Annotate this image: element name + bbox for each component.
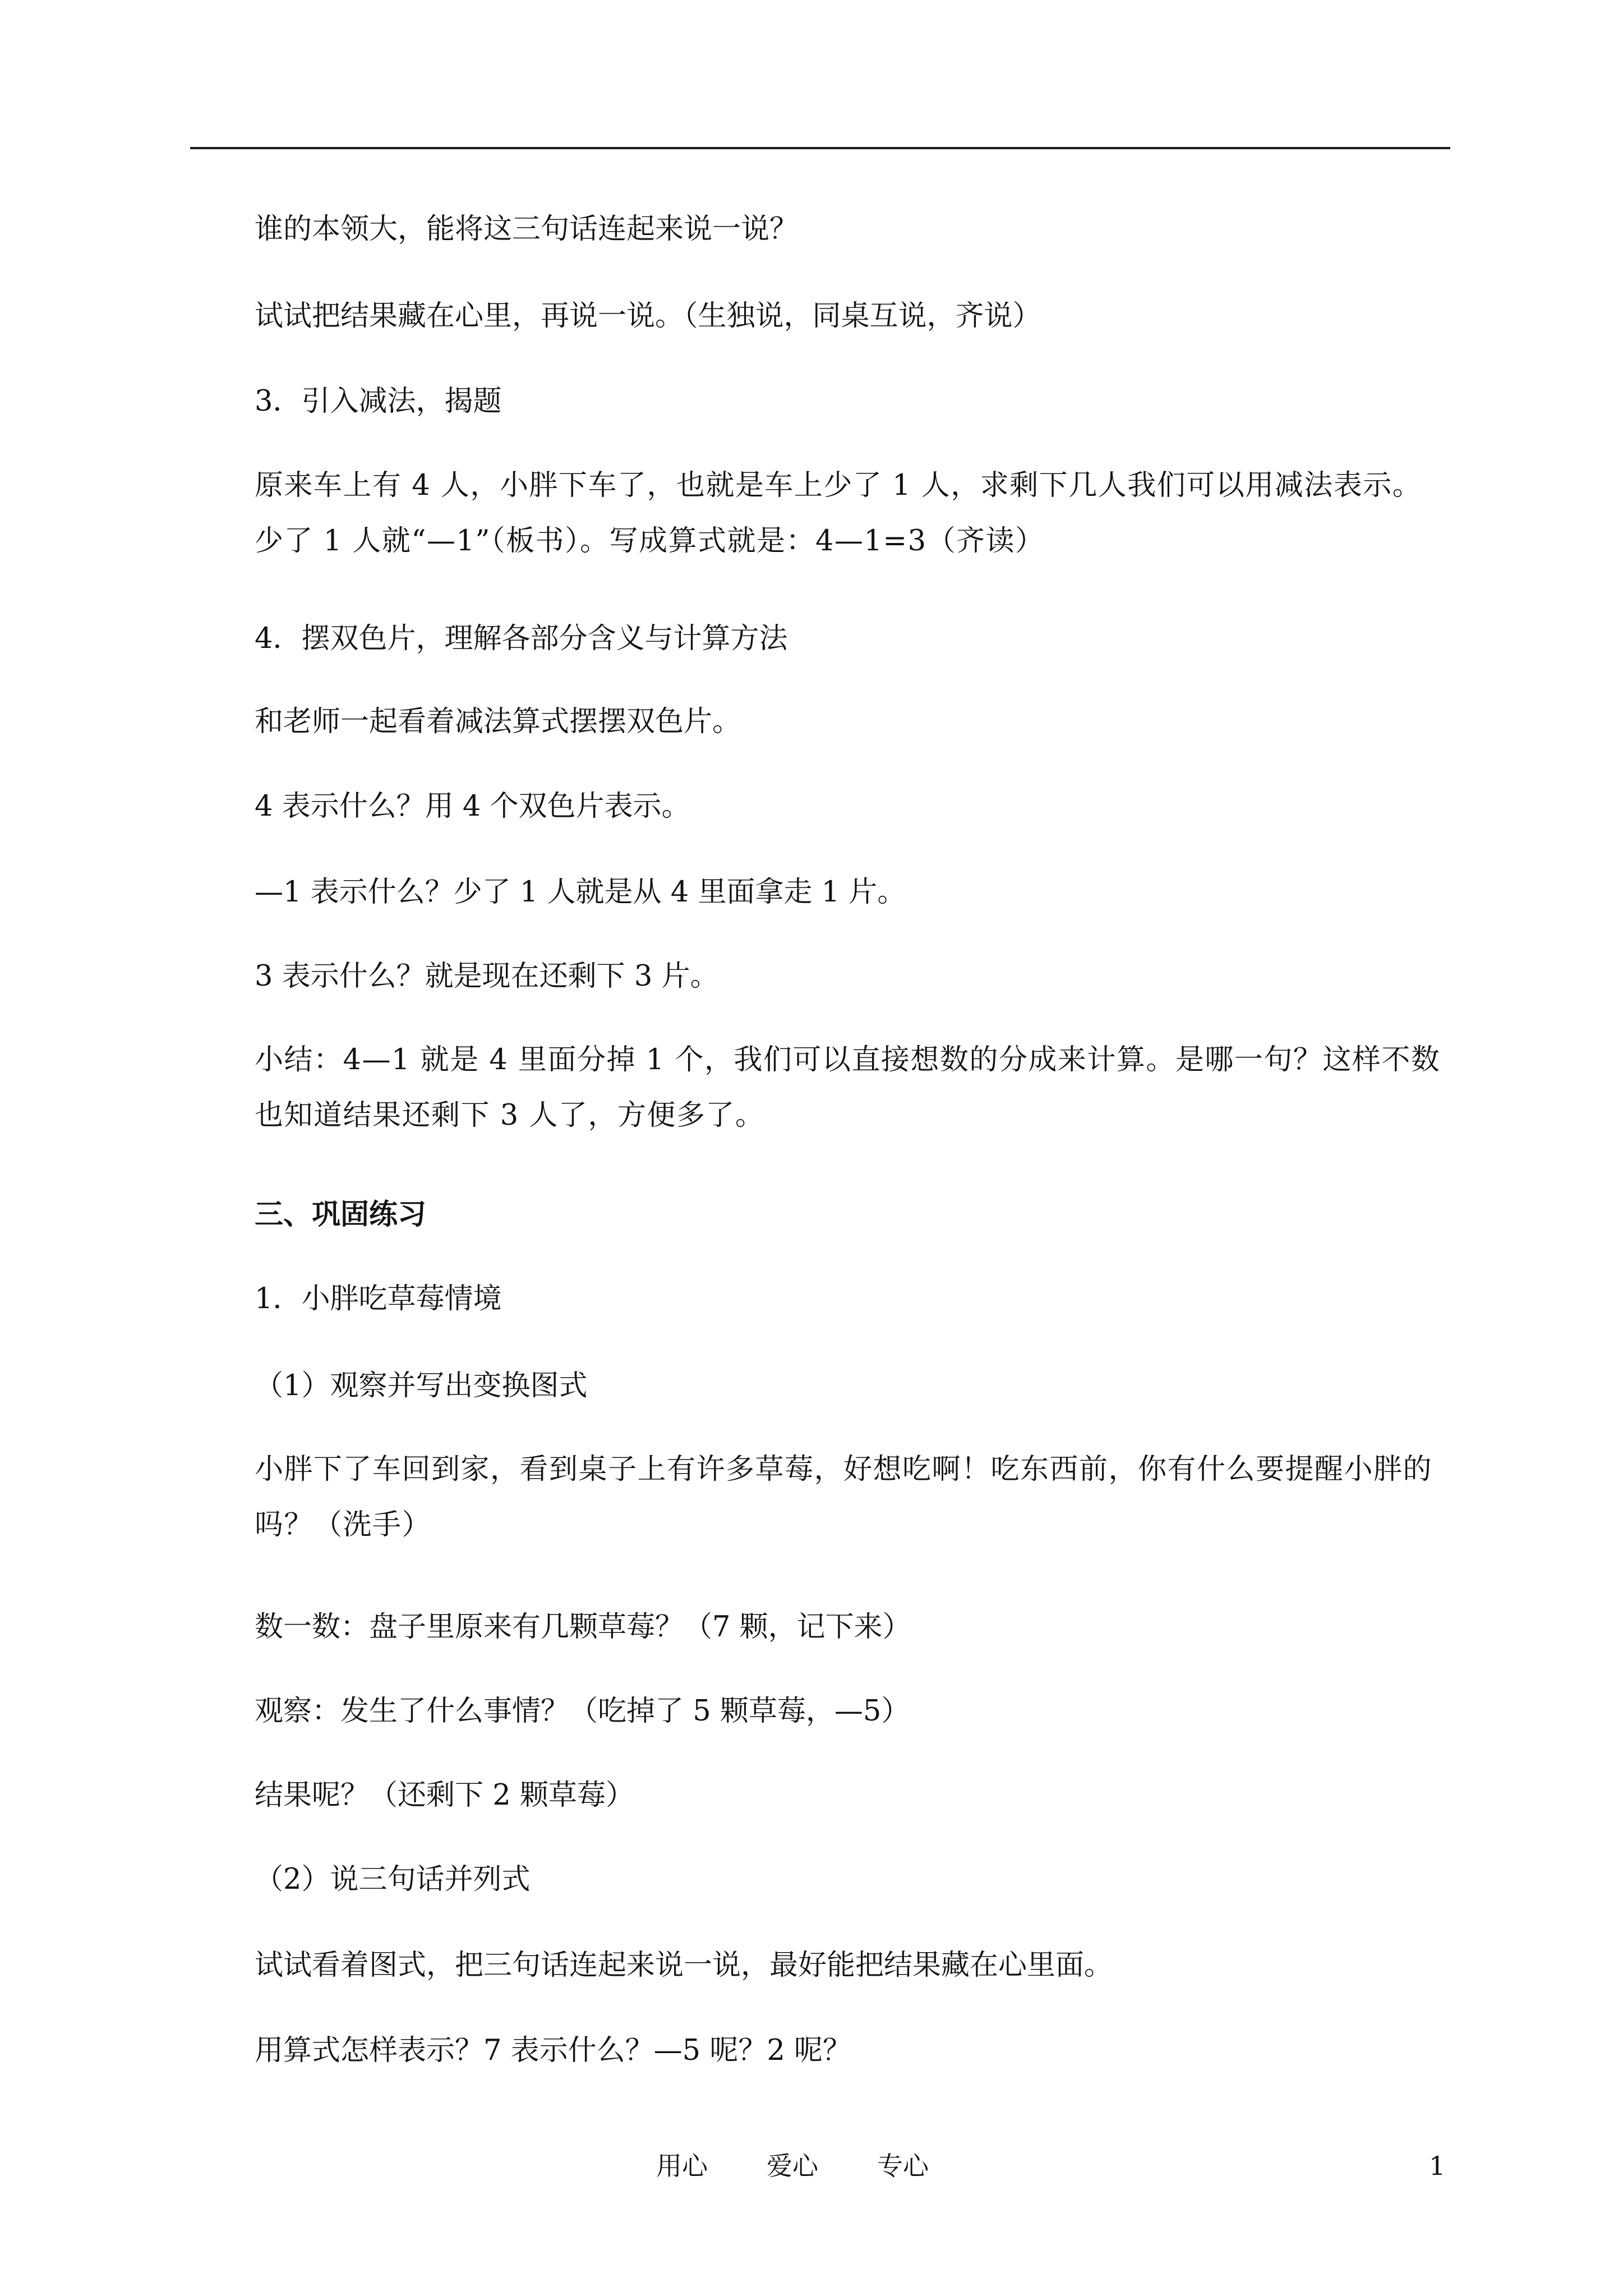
subsection-heading: （1）观察并写出变换图式 bbox=[255, 1369, 588, 1402]
paragraph: 结果呢？（还剩下 2 颗草莓） bbox=[255, 1779, 634, 1812]
footer-slogan-item: 用心 bbox=[656, 2151, 708, 2181]
section-heading: 3．引入减法，揭题 bbox=[255, 385, 502, 418]
paragraph: 3 表示什么？就是现在还剩下 3 片。 bbox=[255, 960, 719, 993]
footer-slogan bbox=[656, 2153, 929, 2179]
paragraph: 4 表示什么？用 4 个双色片表示。 bbox=[255, 790, 690, 823]
section-heading: 4．摆双色片，理解各部分含义与计算方法 bbox=[255, 622, 788, 655]
paragraph: 小结：4—1 就是 4 里面分掉 1 个，我们可以直接想数的分成来计算。是哪一句？这样不数也知道结果还剩下 3 人了，方便多了。 bbox=[255, 1043, 1441, 1132]
paragraph: 用算式怎样表示？7 表示什么？—5 呢？2 呢？ bbox=[255, 2034, 851, 2067]
paragraph: 观察：发生了什么事情？（吃掉了 5 颗草莓，—5） bbox=[255, 1695, 910, 1728]
section-heading: 1．小胖吃草莓情境 bbox=[255, 1282, 502, 1315]
subsection-heading: （2）说三句话并列式 bbox=[255, 1863, 531, 1896]
paragraph: 原来车上有 4 人，小胖下车了，也就是车上少了 1 人，求剩下几人我们可以用减法表示。少了 1 人就“—1”（板书）。写成算式就是：4—1=3（齐读） bbox=[255, 469, 1422, 558]
page-number: 1 bbox=[1429, 2151, 1446, 2181]
footer-slogan-item: 爱心 bbox=[767, 2151, 818, 2181]
paragraph: 试试看着图式，把三句话连起来说一说，最好能把结果藏在心里面。 bbox=[255, 1949, 1113, 1982]
paragraph: 数一数：盘子里原来有几颗草莓？（7 颗，记下来） bbox=[255, 1611, 911, 1644]
paragraph: —1 表示什么？少了 1 人就是从 4 里面拿走 1 片。 bbox=[255, 876, 906, 909]
paragraph: 谁的本领大，能将这三句话连起来说一说？ bbox=[255, 213, 799, 246]
paragraph: 和老师一起看着减法算式摆摆双色片。 bbox=[255, 705, 741, 738]
paragraph: 试试把结果藏在心里，再说一说。（生独说，同桌互说，齐说） bbox=[255, 300, 1041, 333]
section-title: 三、巩固练习 bbox=[255, 1198, 427, 1231]
footer-slogan-item: 专心 bbox=[877, 2151, 929, 2181]
header-rule bbox=[190, 147, 1450, 149]
paragraph: 小胖下了车回到家，看到桌子上有许多草莓，好想吃啊！吃东西前，你有什么要提醒小胖的吗？（洗手） bbox=[255, 1453, 1433, 1542]
